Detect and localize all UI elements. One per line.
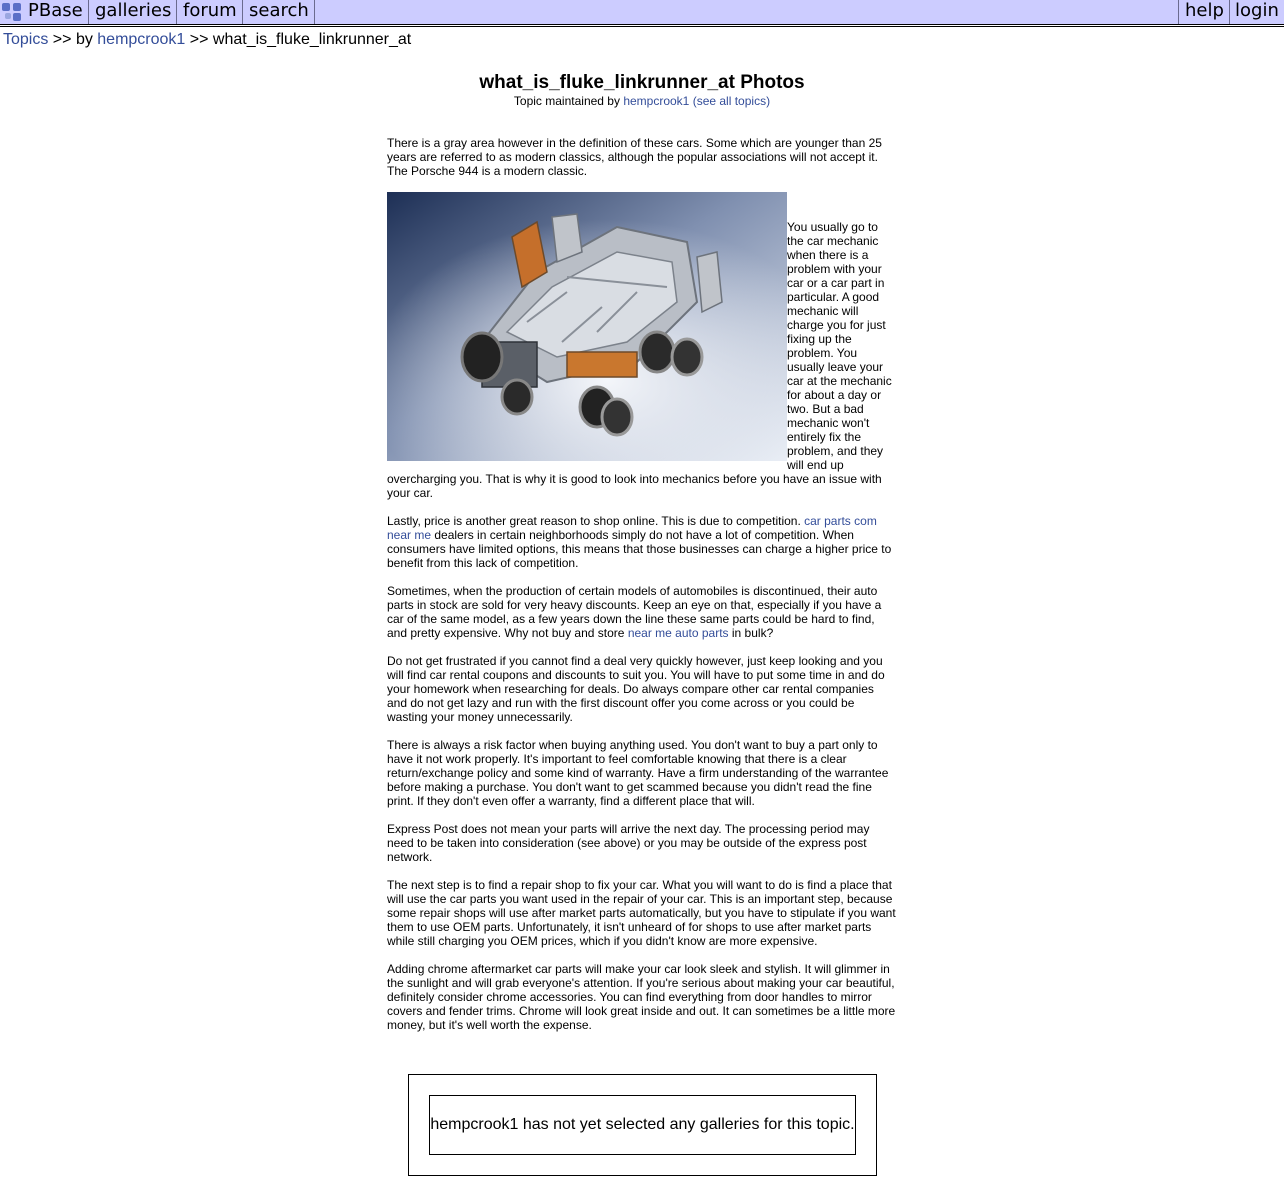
galleries-outer-box — [408, 1074, 877, 1176]
nav-forum[interactable]: forum — [183, 0, 237, 21]
nav-galleries[interactable]: galleries — [95, 0, 172, 21]
breadcrumb-separator: >> — [185, 31, 213, 48]
topic-maintainer — [0, 94, 1284, 108]
see-all-topics-link[interactable]: (see all topics) — [692, 94, 771, 108]
page-title: what_is_fluke_linkrunner_at Photos — [479, 72, 805, 93]
article-paragraph: There is a gray area however in the definition of these cars. Some which are younger than 25 years are referred to as modern classics, although the popular associations will not accept it. The Porsche 944 is a modern classic. — [387, 136, 882, 178]
paragraph-text: dealers in certain neighborhoods simply do not have a lot of competition. When consumers have limited options, this means that those businesses can charge a higher price to benefit from this lack of competition. — [387, 528, 892, 570]
breadcrumb-current: what_is_fluke_linkrunner_at — [212, 31, 412, 48]
nav-divider — [242, 0, 243, 24]
maintainer-user-link[interactable]: hempcrook1 — [623, 94, 690, 108]
pbase-logo-icon[interactable] — [2, 2, 24, 22]
breadcrumb — [3, 31, 411, 49]
nav-divider — [176, 0, 177, 24]
nav-login[interactable]: login — [1235, 0, 1279, 21]
article-paragraph: You usually go to the car mechanic when there is a problem with your car or a car part in particular. A good mechanic will charge you for just fixing up the problem. You usually leave your car at the mechanic for about a day or two. But a bad mechanic won't entirely fix the problem, and they will end up overcharging you. That is why it is good to look into mechanics before you have an issue with your car. — [387, 220, 892, 500]
paragraph-text: Lastly, price is another great reason to shop online. This is due to competition. — [387, 514, 805, 528]
nav-divider — [314, 0, 315, 24]
nav-help[interactable]: help — [1185, 0, 1224, 21]
article-body — [387, 136, 897, 1046]
nav-pbase-home[interactable]: PBase — [28, 0, 83, 21]
car-exploded-view-image — [387, 192, 787, 461]
nav-search[interactable]: search — [249, 0, 309, 21]
nav-divider — [1229, 0, 1230, 24]
article-paragraph: The next step is to find a repair shop to fix your car. What you will want to do is find a place that will use the car parts you want used in the repair of your car. This is an important step, because some repair shops will use after market parts automatically, but you have to stipulate if you want them to use OEM parts. Unfortunately, it isn't unheard of for shops to use after market parts while still charging you OEM prices, which if you didn't know are more expensive. — [387, 878, 896, 948]
nav-divider — [88, 0, 89, 24]
paragraph-text: Sometimes, when the production of certain models of automobiles is discontinued, their auto parts in stock are sold for very heavy discounts. Keep an eye on that, especially if you have a car of the same model, as a few years down the line these same parts could be hard to find, and pretty expensive. Why not buy and store — [387, 584, 882, 640]
breadcrumb-topics-link[interactable]: Topics — [3, 31, 49, 48]
galleries-notice: hempcrook1 has not yet selected any galleries for this topic. — [429, 1095, 856, 1155]
article-paragraph: Do not get frustrated if you cannot find a deal very quickly however, just keep looking and you will find car rental coupons and discounts to suit you. You will have to put some time in and do your homework when researching for deals. Do always compare other car rental companies and do not get lazy and run with the first discount offer you come across or you could be wasting your money unnecessarily. — [387, 654, 885, 724]
article-paragraph: Adding chrome aftermarket car parts will make your car look sleek and stylish. It will glimmer in the sunlight and will grab everyone's attention. If you're serious about making your car beautiful, definitely consider chrome accessories. You can find everything from door handles to mirror covers and fender trims. Chrome will look great inside and out. It can sometimes be a little more money, but it's well worth the expense. — [387, 962, 896, 1032]
article-paragraph: Express Post does not mean your parts will arrive the next day. The processing period may need to be taken into consideration (see above) or you may be outside of the express post network. — [387, 822, 870, 864]
top-nav-bar — [0, 0, 1284, 25]
breadcrumb-separator: >> by — [48, 31, 98, 48]
article-paragraph — [387, 584, 897, 640]
car-parts-link[interactable]: car parts com near me — [387, 514, 877, 542]
nav-divider — [1178, 0, 1179, 24]
breadcrumb-user-link[interactable]: hempcrook1 — [97, 31, 186, 48]
auto-parts-link[interactable]: near me auto parts — [627, 626, 729, 640]
article-paragraph: There is always a risk factor when buying anything used. You don't want to buy a part only to have it not work properly. It's important to feel comfortable knowing that there is a clear return/exchange policy and some kind of warranty. Have a firm understanding of the warrantee before making a purchase. You don't want to get scammed because you didn't read the fine print. If they don't even offer a warranty, find a different place that will. — [387, 738, 889, 808]
paragraph-text: in bulk? — [728, 626, 774, 640]
maintainer-label: Topic maintained by — [513, 94, 624, 108]
article-paragraph — [387, 514, 897, 570]
